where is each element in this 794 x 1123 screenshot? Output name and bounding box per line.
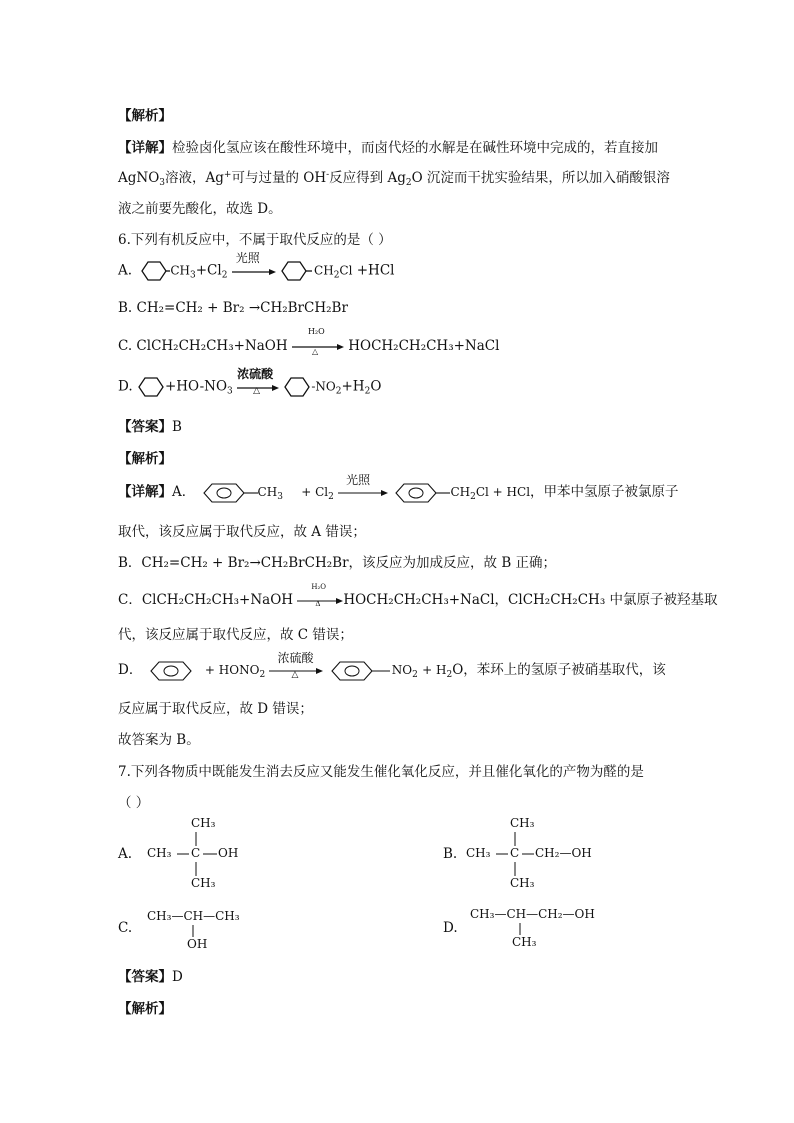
q7-option-b-label: B. — [443, 846, 458, 862]
benzene-ring-icon — [136, 260, 170, 282]
detail-tag: 【详解】 — [118, 140, 172, 156]
question-7-stem-1: 7.下列各物质中既能发生消去反应又能发生催化氧化反应，并且催化氧化的产物为醛的是 — [118, 764, 644, 780]
detail-line-1 — [118, 136, 658, 156]
q6-analysis-heading: 【解析】 — [118, 451, 172, 467]
benzene-ring-icon — [283, 376, 311, 398]
benzene-ring-icon — [147, 660, 195, 682]
q6-option-c: C. ClCH₂CH₂CH₃+NaOH H₂O △ HOCH₂CH₂CH₃+NaCl — [118, 326, 500, 356]
q6-detail-d: D． + $HONO_2$ 浓硫酸 △ $NO_2 + H_2O$，苯环上的氢原子被硝基取代，该 — [118, 650, 666, 680]
q7-answer: 【答案】D — [118, 969, 183, 985]
q7-option-d-label: D. — [443, 920, 458, 936]
benzene-ring-icon — [280, 260, 314, 282]
q6-detail-c-2: 代，该反应属于取代反应，故 C 错误； — [118, 627, 353, 643]
question-6-stem: 6.下列有机反应中，不属于取代反应的是（ ） — [118, 232, 392, 248]
q6-final: 故答案为 B。 — [118, 732, 200, 748]
q7-option-a-structure: CH₃ CH₃ C OH CH₃ — [147, 816, 239, 890]
q6-option-b: B. CH₂=CH₂ + Br₂ →CH₂BrCH₂Br — [118, 300, 348, 316]
q6-detail-b: B．CH₂=CH₂ + Br₂→CH₂BrCH₂Br，该反应为加成反应，故 B 正确； — [118, 555, 557, 571]
question-7-stem-2: （ ） — [118, 795, 150, 811]
q7-option-b-structure: CH₃ CH₃ C CH₂—OH CH₃ — [466, 816, 592, 890]
q6-detail-a: 【详解】A． $CH_3 + Cl_2$ 光照 $CH_2Cl$ + HCl，甲苯中氢原子被氯原子 — [118, 472, 679, 502]
analysis-heading: 【解析】 — [118, 108, 172, 124]
q6-detail-c: C．ClCH₂CH₂CH₃+NaOH H₂O Δ HOCH₂CH₂CH₃+NaCl，ClCH₂CH₂CH₃ 中氯原子被羟基取 — [118, 582, 718, 608]
benzene-ring-icon — [328, 660, 392, 682]
q6-detail-a-2: 取代，该反应属于取代反应，故 A 错误； — [118, 524, 366, 540]
q7-option-c-label: C. — [118, 920, 133, 936]
q6-option-a: A. $CH_3+Cl_2$ 光照 $CH_2Cl +HCl$ — [118, 251, 395, 281]
detail-line-2: AgNO$_3$溶液，Ag+可与过量的 OH-反应得到 $Ag_2O$ 沉淀而干扰实验结果，所以加入硝酸银溶 — [118, 170, 670, 188]
benzene-ring-icon — [137, 376, 165, 398]
q7-analysis-heading: 【解析】 — [118, 1001, 172, 1017]
benzene-ring-icon — [392, 482, 450, 504]
q6-detail-d-2: 反应属于取代反应，故 D 错误； — [118, 701, 313, 717]
detail-line-3: 液之前要先酸化，故选 D。 — [118, 201, 282, 217]
q7-option-c-structure: CH₃—CH—CH₃ OH — [147, 909, 240, 951]
benzene-ring-icon — [200, 482, 258, 504]
q7-option-d-structure: CH₃—CH—CH₂—OH CH₃ — [470, 907, 595, 949]
q6-option-d: D. $+HO-NO_3$ 浓硫酸 △ $-NO_2+H_2O$ — [118, 367, 382, 397]
detail-text: 检验卤化氢应该在酸性环境中，而卤代烃的水解是在碱性环境中完成的，若直接加 — [172, 140, 658, 156]
q6-answer: 【答案】B — [118, 419, 182, 435]
q7-option-a-label: A. — [118, 846, 133, 862]
